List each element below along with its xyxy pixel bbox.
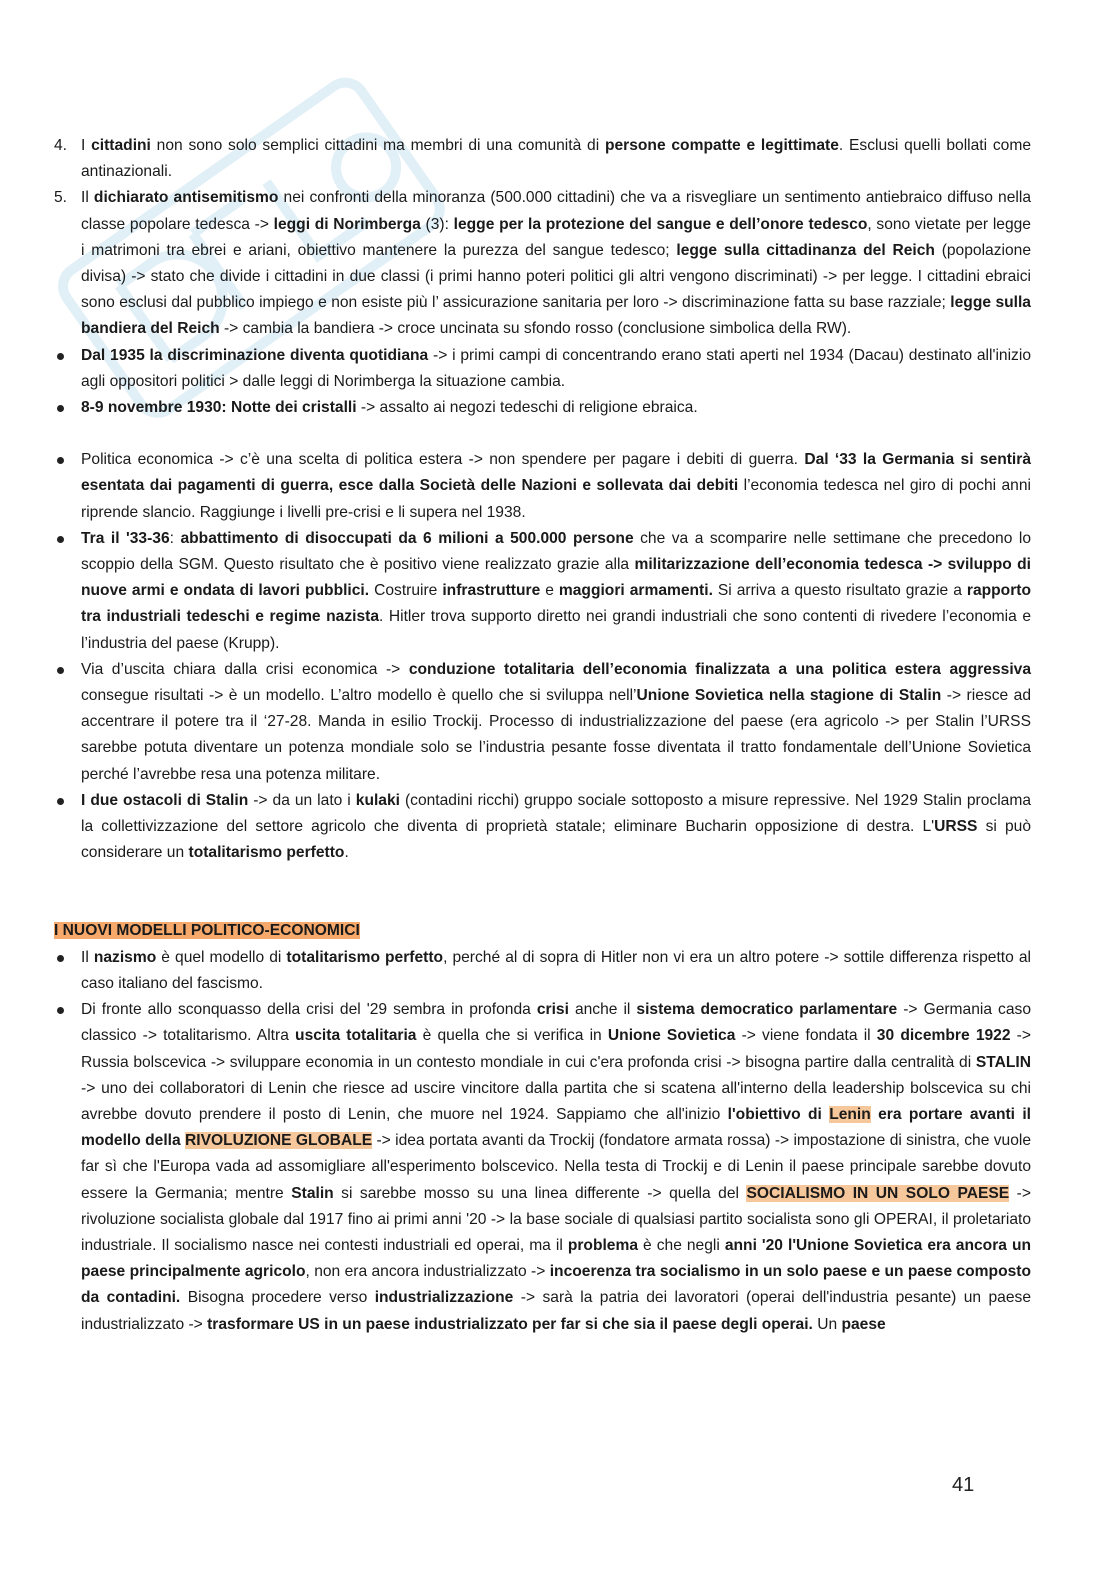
text-segment: -> viene fondata il <box>735 1027 877 1045</box>
document-body <box>54 133 1031 1338</box>
bold-text: incoerenza tra socialismo in un solo paese e un paese composto da contadini. <box>81 1263 1031 1307</box>
bold-text: rapporto tra industriali tedeschi e regime nazista <box>81 582 1031 626</box>
numbered-list-item <box>54 185 1031 342</box>
section-heading <box>54 918 1031 944</box>
bold-text: abbattimento di disoccupati da 6 milioni a 500.000 persone <box>180 529 634 547</box>
text-segment: Il <box>81 189 94 207</box>
bold-text: anni '20 l'Unione Sovietica era ancora un paese principalmente agricolo <box>81 1236 1032 1281</box>
bold-text: leggi di Norimberga <box>273 215 421 233</box>
text-segment: (popolazione divisa) -> stato che divide i cittadini in due classi (i primi hanno poteri politici gli altri vengono discriminati) -> per legge. I cittadini ebraici sono esclusi dal pubblico impiego e non esiste più l’ assicurazione sanitaria per loro -> discriminazione fatta su base razziale; <box>81 241 1031 312</box>
bold-text: industrializzazione <box>374 1289 514 1307</box>
text-segment: , sono vietate per legge i matrimoni tra ebrei e ariani, obiettivo mantenere la purezza del sangue tedesco; <box>81 215 1031 259</box>
bold-text: kulaki <box>355 791 400 809</box>
bold-text: problema <box>567 1236 639 1254</box>
bold-text: paese <box>841 1315 886 1333</box>
text-segment: (3): <box>420 215 454 233</box>
bold-text: era portare avanti il modello della <box>81 1105 1031 1150</box>
bold-text: Dal ‘33 la Germania si sentirà esentata dai pagamenti di guerra, esce dalla Società delle Nazioni e sollevata dai debiti <box>81 451 1031 495</box>
text-segment: Di fronte allo sconquasso della crisi del '29 sembra in profonda <box>81 1001 537 1019</box>
text-segment: , perché al di sopra di Hitler non vi era un altro potere -> sottile differenza rispetto al caso italiano del fascismo. <box>81 948 1031 992</box>
highlighted-text: Lenin <box>829 1105 871 1123</box>
bold-text: infrastrutture <box>442 582 541 600</box>
text-segment: non sono solo semplici cittadini ma membri di una comunità di <box>150 137 605 154</box>
text-segment: -> sarà la patria dei lavoratori (operai dell'industria pesante) un paese industrializzato -> <box>81 1289 1031 1333</box>
bold-text: conduzione totalitaria dell’economia finalizzata a una politica estera aggressiva <box>408 660 1031 678</box>
bold-text: Stalin <box>291 1184 334 1202</box>
numbered-list-item <box>54 133 1031 185</box>
text-segment: Il <box>81 948 94 966</box>
bold-text: legge per la protezione del sangue e dell’onore tedesco <box>453 215 868 233</box>
text-segment: l’economia tedesca nel giro di pochi anni riprende slancio. Raggiunge i livelli pre-crisi e li supera nel 1938. <box>81 477 1031 521</box>
bold-text: sistema democratico parlamentare <box>636 1001 898 1019</box>
text-segment: nei confronti della minoranza (500.000 cittadini) che va a risvegliare un sentimento antiebraico diffuso nella classe popolare tedesca -> <box>81 189 1031 233</box>
list-number: 5. <box>54 189 68 207</box>
spacer <box>54 866 1031 918</box>
text-segment: anche il <box>568 1001 637 1019</box>
text-segment: consegue risultati -> è un modello. L’altro modello è quello che si sviluppa nell’ <box>81 687 637 705</box>
bullet-list-item <box>54 657 1031 788</box>
bold-text: legge sulla bandiera del Reich <box>81 294 1031 338</box>
section-heading-text: I NUOVI MODELLI POLITICO-ECONOMICI <box>54 922 360 940</box>
bullet-list-item <box>54 395 1031 421</box>
text-segment: si può considerare un <box>81 818 1031 862</box>
text-segment: -> riesce ad accentrare il potere tra il ‘27-28. Manda in esilio Trockij. Processo di industrializzazione del paese (era agricolo -> per Stalin l’URSS sarebbe potuta diventare un potenza mondiale solo se l’industria pesante fosse diventata il tratto fondamentale dell’Unione Sovietica perché l’avrebbe resa una potenza militare. <box>81 687 1031 783</box>
bold-text: trasformare US in un paese industrializzato per far si che sia il paese degli operai. <box>207 1315 813 1333</box>
text-segment: . Hitler trova supporto diretto nei grandi industriali che sono contenti di rivedere l’economia e l’industria del paese (Krupp). <box>81 608 1031 652</box>
bold-text: uscita totalitaria <box>295 1027 417 1045</box>
text-segment: -> uno dei collaboratori di Lenin che riesce ad uscire vincitore dalla partita che si scatena all'interno della leadership bolscevica su chi avrebbe dovuto prendere il posto di Lenin, che muore nel 1924. Sappiamo che all'inizio <box>81 1079 1031 1123</box>
bold-text: totalitarismo perfetto <box>188 844 345 862</box>
bold-text: 30 dicembre 1922 <box>876 1027 1011 1045</box>
bold-text: l'obiettivo di <box>727 1105 830 1123</box>
text-segment: -> rivoluzione socialista globale dal 1917 fino ai primi anni '20 -> la base sociale di qualsiasi partito socialista sono gli OPERAI, il proletariato industriale. Il socialismo nasce nei contesti industriali ed operai, ma il <box>81 1184 1031 1254</box>
text-segment: Politica economica -> c’è una scelta di politica estera -> non spendere per pagare i debiti di guerra. <box>81 451 805 469</box>
bold-text: crisi <box>536 1001 569 1019</box>
text-segment: -> idea portata avanti da Trockij (fondatore armata rossa) -> impostazione di sinistra, che vuole far sì che l'Europa vada ad assomigliare all'esperimento bolscevico. Nella testa di Trockij e di Lenin il paese principale sarebbe dovuto essere la Germania; mentre <box>81 1132 1031 1202</box>
bold-text: Unione Sovietica <box>607 1027 736 1045</box>
text-segment: -> Russia bolscevica -> sviluppare economia in un contesto mondiale in cui c'era profonda crisi -> bisogna partire dalla centralità di <box>81 1027 1031 1071</box>
bullet-list-item <box>54 447 1031 526</box>
bullet-list-item <box>54 788 1031 867</box>
text-segment: si sarebbe mosso su una linea differente -> quella del <box>333 1184 747 1202</box>
text-segment: (contadini ricchi) gruppo sociale sottoposto a misure repressive. Nel 1929 Stalin proclama la collettivizzazione del settore agricolo che diventa di proprietà statale; eliminare Bucharin opposizione di destra. L' <box>81 791 1032 836</box>
text-segment: Costruire <box>369 582 443 600</box>
text-segment: e <box>540 582 559 600</box>
text-segment: -> i primi campi di concentrando erano stati aperti nel 1934 (Dacau) destinato all'inizio agli oppositori politici > dalle leggi di Norimberga la situazione cambia. <box>81 346 1031 390</box>
text-segment: Bisogna procedere verso <box>180 1289 375 1307</box>
text-segment: -> assalto ai negozi tedeschi di religione ebraica. <box>356 399 698 417</box>
text-segment: -> Germania caso classico -> totalitarismo. Altra <box>81 1001 1031 1045</box>
text-segment: . Esclusi quelli bollati come antinazionali. <box>81 137 1031 181</box>
bullet-list-item <box>54 526 1031 657</box>
text-segment: Via d’uscita chiara dalla crisi economica -> <box>81 660 409 678</box>
bold-text: persone compatte e legittimate <box>604 137 839 154</box>
list-number: 4. <box>54 137 68 154</box>
highlighted-text: RIVOLUZIONE GLOBALE <box>185 1132 373 1150</box>
bold-text: nazismo <box>93 948 157 966</box>
bold-text: militarizzazione dell’economia tedesca -> sviluppo di nuove armi e ondata di lavori pubblici. <box>81 556 1031 600</box>
bold-text: Unione Sovietica nella stagione di Stalin <box>636 687 942 705</box>
text-segment: . <box>344 844 349 862</box>
bold-text: STALIN <box>975 1053 1031 1071</box>
text-segment: è quel modello di <box>156 948 287 966</box>
highlighted-text: SOCIALISMO IN UN SOLO PAESE <box>746 1184 1010 1202</box>
bold-text: 8-9 novembre 1930: Notte dei cristalli <box>81 399 357 417</box>
text-segment: Un <box>812 1315 842 1333</box>
text-segment: che va a scomparire nelle settimane che precedono lo scoppio della SGM. Questo risultato che è positivo viene realizzato grazie alla <box>81 529 1031 574</box>
bullet-list-item <box>54 945 1031 997</box>
bold-text: URSS <box>934 818 978 836</box>
page-number: 41 <box>952 1474 975 1496</box>
text-segment: : <box>169 529 181 547</box>
bold-text: legge sulla cittadinanza del Reich <box>676 241 935 259</box>
bold-text: I due ostacoli di Stalin <box>81 791 249 809</box>
text-segment: è che negli <box>638 1236 725 1254</box>
text-segment: è quella che si verifica in <box>416 1027 608 1045</box>
bold-text: totalitarismo perfetto <box>286 948 444 966</box>
spacer <box>54 421 1031 447</box>
bullet-list-item <box>54 997 1031 1338</box>
text-segment: , non era ancora industrializzato -> <box>305 1263 550 1281</box>
text-segment: -> cambia la bandiera -> croce uncinata su sfondo rosso (conclusione simbolica della RW). <box>219 320 852 338</box>
bold-text: cittadini <box>91 137 151 154</box>
text-segment: -> da un lato i <box>248 791 356 809</box>
bullet-list-item <box>54 343 1031 395</box>
bold-text: Dal 1935 la discriminazione diventa quotidiana <box>81 346 429 364</box>
text-segment: I <box>81 137 92 154</box>
bold-text: Tra il '33-36 <box>81 529 170 547</box>
bold-text: dichiarato antisemitismo <box>93 189 279 207</box>
text-segment: Si arriva a questo risultato grazie a <box>712 582 967 600</box>
bold-text: maggiori armamenti. <box>558 582 713 600</box>
